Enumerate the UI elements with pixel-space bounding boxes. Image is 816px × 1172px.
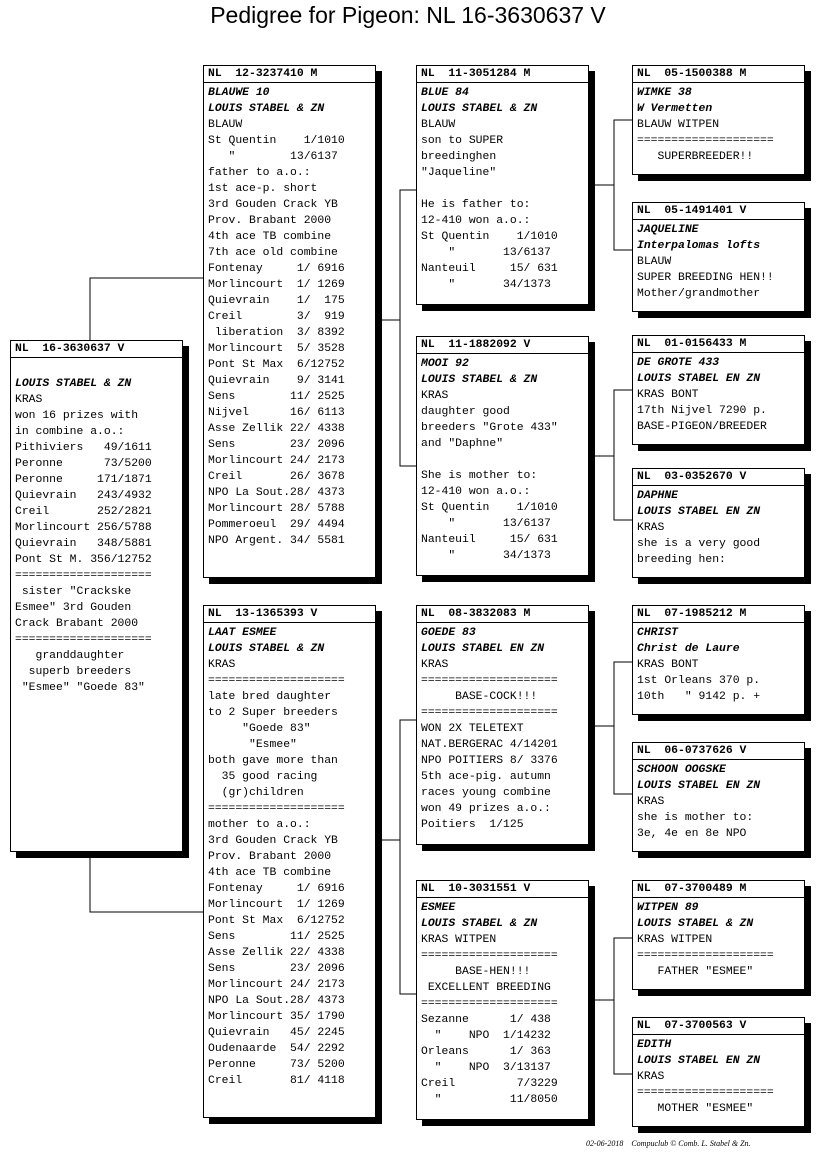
card-line: WIMKE 38	[637, 87, 692, 99]
card-line: 1st Orleans 370 p.	[637, 675, 761, 687]
card-line: Sens 11/ 2525	[208, 391, 345, 403]
ring-number: NL 07-3700489 M	[633, 881, 804, 898]
card-line: KRAS	[637, 1071, 665, 1083]
card-line: both gave more than	[208, 755, 338, 767]
card-line: Peronne 73/5200	[15, 458, 152, 470]
card-details	[637, 623, 800, 705]
card-line: KRAS	[637, 522, 665, 534]
card-line: Pont St M. 356/12752	[15, 554, 152, 566]
card-line: "Goede 83"	[208, 723, 311, 735]
card-line: Quievrain 243/4932	[15, 490, 152, 502]
card-line: 35 good racing	[208, 771, 318, 783]
card-line: 3rd Gouden Crack YB	[208, 835, 338, 847]
card-line: to 2 Super breeders	[208, 707, 338, 719]
card-line: KRAS BONT	[637, 389, 699, 401]
card-line	[421, 452, 584, 468]
card-line: ====================	[208, 803, 345, 815]
card-line: Poitiers 1/125	[421, 819, 524, 831]
card-line: Nijvel 16/ 6113	[208, 407, 345, 419]
card-line: "Esmee" "Goede 83"	[15, 682, 145, 694]
card-line: Nanteuil 15/ 631	[421, 534, 558, 546]
card-line: superb breeders	[15, 666, 132, 678]
pedigree-card-sd-sire	[632, 335, 805, 445]
card-line: races young combine	[421, 787, 551, 799]
card-line: MOOI 92	[421, 358, 469, 370]
card-line: CHRIST	[637, 627, 679, 639]
card-line: Morlincourt 28/ 5788	[208, 503, 345, 515]
pedigree-card-ds-sire	[632, 605, 805, 715]
card-line: KRAS WITPEN	[637, 934, 713, 946]
card-line: BASE-COCK!!!	[421, 691, 538, 703]
card-line: Prov. Brabant 2000	[208, 851, 332, 863]
card-line: " NPO 3/13137	[421, 1062, 551, 1074]
card-line: Fontenay 1/ 6916	[208, 263, 345, 275]
ring-number: NL 08-3832083 M	[417, 606, 588, 623]
card-line: Creil 7/3229	[421, 1078, 558, 1090]
card-line: BLAUWE 10	[208, 87, 270, 99]
card-line: Esmee" 3rd Gouden	[15, 602, 132, 614]
card-line: granddaughter	[15, 650, 125, 662]
pedigree-card-sire	[203, 65, 376, 578]
card-line: ====================	[637, 135, 774, 147]
card-line: KRAS	[421, 390, 449, 402]
card-line: Morlincourt 256/5788	[15, 522, 152, 534]
card-line: breeding hen:	[637, 554, 726, 566]
card-line: she is mother to:	[637, 812, 754, 824]
card-line: " 13/6137	[421, 518, 551, 530]
footer-credit: Compuclub © Comb. L. Stabel & Zn.	[631, 1139, 751, 1148]
card-line: Peronne 73/ 5200	[208, 1059, 345, 1071]
card-line: BLAUW WITPEN	[637, 119, 720, 131]
card-line: BLUE 84	[421, 87, 469, 99]
card-line: 1st ace-p. short	[208, 183, 318, 195]
page-title: Pedigree for Pigeon: NL 16-3630637 V	[210, 2, 606, 28]
card-line: LOUIS STABEL & ZN	[421, 918, 538, 930]
card-line: NPO La Sout.28/ 4373	[208, 995, 345, 1007]
card-line: Quievrain 1/ 175	[208, 295, 345, 307]
card-details	[637, 353, 800, 435]
pedigree-card-dd-dam	[632, 1017, 805, 1127]
card-line: Morlincourt 1/ 1269	[208, 899, 345, 911]
card-line: BLAUW	[421, 119, 456, 131]
card-line: Pont St Max 6/12752	[208, 915, 345, 927]
card-line: Interpalomas lofts	[637, 240, 761, 252]
card-line: He is father to:	[421, 199, 531, 211]
card-line: LOUIS STABEL & ZN	[208, 643, 325, 655]
card-line: KRAS	[421, 659, 449, 671]
pedigree-card-sire-dam	[416, 336, 589, 576]
card-details	[421, 898, 584, 1108]
card-line: she is a very good	[637, 538, 761, 550]
card-line: Morlincourt 24/ 2173	[208, 979, 345, 991]
card-line: 17th Nijvel 7290 p.	[637, 405, 767, 417]
card-line: LOUIS STABEL & ZN	[421, 374, 538, 386]
card-line: KRAS	[208, 659, 236, 671]
card-line: " 13/6137	[208, 151, 338, 163]
card-details	[15, 358, 178, 696]
card-line: WON 2X TELETEXT	[421, 723, 524, 735]
card-line: mother to a.o.:	[208, 819, 311, 831]
card-line: FATHER "ESMEE"	[637, 966, 754, 978]
ring-number: NL 16-3630637 V	[11, 341, 182, 358]
card-line: ====================	[15, 634, 152, 646]
card-line: Creil 252/2821	[15, 506, 152, 518]
card-line: Quievrain 9/ 3141	[208, 375, 345, 387]
ring-number: NL 07-1985212 M	[633, 606, 804, 623]
card-details	[421, 623, 584, 833]
ring-number: NL 03-0352670 V	[633, 469, 804, 486]
pedigree-card-dam	[203, 605, 376, 1118]
card-line: 4th ace TB combine	[208, 867, 332, 879]
card-line: LOUIS STABEL & ZN	[208, 103, 325, 115]
pedigree-card-dam-dam	[416, 880, 589, 1120]
card-line: NPO La Sout.28/ 4373	[208, 487, 345, 499]
card-line: ====================	[421, 998, 558, 1010]
card-line: liberation 3/ 8392	[208, 327, 345, 339]
card-line: Asse Zellik 22/ 4338	[208, 947, 345, 959]
card-line: " NPO 1/14232	[421, 1030, 551, 1042]
card-line: BASE-PIGEON/BREEDER	[637, 421, 767, 433]
card-line: ====================	[421, 707, 558, 719]
card-line: Sens 11/ 2525	[208, 931, 345, 943]
ring-number: NL 07-3700563 V	[633, 1018, 804, 1035]
card-line: 3rd Gouden Crack YB	[208, 199, 338, 211]
card-line: St Quentin 1/1010	[208, 135, 345, 147]
card-line: NAT.BERGERAC 4/14201	[421, 739, 558, 751]
card-details	[421, 354, 584, 564]
card-line: ====================	[637, 1087, 774, 1099]
card-line: 12-410 won a.o.:	[421, 215, 531, 227]
card-line: LOUIS STABEL EN ZN	[637, 506, 761, 518]
card-line: KRAS	[15, 394, 43, 406]
card-line: Pont St Max 6/12752	[208, 359, 345, 371]
card-line: LOUIS STABEL EN ZN	[421, 643, 545, 655]
pedigree-card-ss-sire	[632, 65, 805, 175]
card-line: SUPER BREEDING HEN!!	[637, 272, 774, 284]
card-line: BASE-HEN!!!	[421, 966, 531, 978]
card-line: won 49 prizes a.o.:	[421, 803, 551, 815]
card-line: 10th " 9142 p. +	[637, 691, 761, 703]
card-line: 12-410 won a.o.:	[421, 486, 531, 498]
card-line: EXCELLENT BREEDING	[421, 982, 551, 994]
card-line: GOEDE 83	[421, 627, 476, 639]
card-line: LOUIS STABEL EN ZN	[637, 1055, 761, 1067]
card-line: DE GROTE 433	[637, 357, 720, 369]
card-line	[421, 181, 584, 197]
card-details	[637, 1035, 800, 1117]
card-details	[421, 83, 584, 293]
card-line: Orleans 1/ 363	[421, 1046, 551, 1058]
pedigree-card-ss-dam	[632, 202, 805, 312]
card-line: Mother/grandmother	[637, 288, 761, 300]
card-line: DAPHNE	[637, 490, 679, 502]
card-line: sister "Crackske	[15, 586, 132, 598]
card-details	[208, 623, 371, 1089]
card-line: and "Daphne"	[421, 438, 504, 450]
card-line: " 11/8050	[421, 1094, 558, 1106]
ring-number: NL 12-3237410 M	[204, 66, 375, 83]
card-line: NPO POITIERS 8/ 3376	[421, 755, 558, 767]
card-line: Oudenaarde 54/ 2292	[208, 1043, 345, 1055]
card-line: BLAUW	[208, 119, 243, 131]
card-line: ====================	[421, 950, 558, 962]
ring-number: NL 05-1491401 V	[633, 203, 804, 220]
card-line: LOUIS STABEL & ZN	[421, 103, 538, 115]
card-line: JAQUELINE	[637, 224, 699, 236]
pedigree-card-subject	[10, 340, 183, 852]
card-line: NPO Argent. 34/ 5581	[208, 535, 345, 547]
card-line: 3e, 4e en 8e NPO	[637, 828, 747, 840]
card-line: St Quentin 1/1010	[421, 502, 558, 514]
card-line: Creil 81/ 4118	[208, 1075, 345, 1087]
card-line: breeders "Grote 433"	[421, 422, 558, 434]
pedigree-card-dam-sire	[416, 605, 589, 845]
card-line: daughter good	[421, 406, 510, 418]
card-line: St Quentin 1/1010	[421, 231, 558, 243]
card-line: 5th ace-pig. autumn	[421, 771, 551, 783]
card-line: BLAUW	[637, 256, 672, 268]
ring-number: NL 10-3031551 V	[417, 881, 588, 898]
footer	[586, 1139, 751, 1148]
card-line: Quievrain 45/ 2245	[208, 1027, 345, 1039]
card-line: Creil 3/ 919	[208, 311, 345, 323]
card-line: 4th ace TB combine	[208, 231, 332, 243]
card-line: Sens 23/ 2096	[208, 439, 345, 451]
ring-number: NL 06-0737626 V	[633, 743, 804, 760]
card-line: LAAT ESMEE	[208, 627, 277, 639]
card-line: "Jaqueline"	[421, 167, 497, 179]
card-line: " 34/1373	[421, 279, 551, 291]
pedigree-card-sd-dam	[632, 468, 805, 578]
footer-date: 02-06-2018	[586, 1139, 624, 1148]
card-line: Christ de Laure	[637, 643, 740, 655]
card-line: SUPERBREEDER!!	[637, 151, 754, 163]
card-details	[637, 83, 800, 165]
card-line: ====================	[637, 950, 774, 962]
card-line: LOUIS STABEL & ZN	[15, 378, 132, 390]
card-line: Morlincourt 24/ 2173	[208, 455, 345, 467]
card-line: ====================	[208, 675, 345, 687]
card-line: Quievrain 348/5881	[15, 538, 152, 550]
card-line: Pommeroeul 29/ 4494	[208, 519, 345, 531]
card-line: " 13/6137	[421, 247, 551, 259]
card-line: late bred daughter	[208, 691, 332, 703]
card-line: son to SUPER	[421, 135, 504, 147]
card-line: WITPEN 89	[637, 902, 699, 914]
card-line: SCHOON OOGSKE	[637, 764, 726, 776]
card-line: 7th ace old combine	[208, 247, 338, 259]
card-line: father to a.o.:	[208, 167, 311, 179]
ring-number: NL 05-1500388 M	[633, 66, 804, 83]
card-details	[637, 760, 800, 842]
card-line: breedinghen	[421, 151, 497, 163]
card-line: Sezanne 1/ 438	[421, 1014, 551, 1026]
ring-number: NL 13-1365393 V	[204, 606, 375, 623]
card-line: Asse Zellik 22/ 4338	[208, 423, 345, 435]
card-line: LOUIS STABEL EN ZN	[637, 373, 761, 385]
card-line: EDITH	[637, 1039, 672, 1051]
card-line: Morlincourt 1/ 1269	[208, 279, 345, 291]
card-details	[637, 220, 800, 302]
card-line: She is mother to:	[421, 470, 538, 482]
card-line: Nanteuil 15/ 631	[421, 263, 558, 275]
card-line: Prov. Brabant 2000	[208, 215, 332, 227]
card-details	[637, 898, 800, 980]
card-line: in combine a.o.:	[15, 426, 125, 438]
card-line: Sens 23/ 2096	[208, 963, 345, 975]
card-line: Morlincourt 5/ 3528	[208, 343, 345, 355]
ring-number: NL 11-1882092 V	[417, 337, 588, 354]
card-line: KRAS	[637, 796, 665, 808]
ring-number: NL 01-0156433 M	[633, 336, 804, 353]
card-line: KRAS BONT	[637, 659, 699, 671]
pedigree-card-dd-sire	[632, 880, 805, 990]
card-line: Peronne 171/1871	[15, 474, 152, 486]
card-line: LOUIS STABEL EN ZN	[637, 780, 761, 792]
pedigree-card-ds-dam	[632, 742, 805, 852]
card-line: ====================	[421, 675, 558, 687]
card-line: Creil 26/ 3678	[208, 471, 345, 483]
card-line: ESMEE	[421, 902, 456, 914]
card-line: KRAS WITPEN	[421, 934, 497, 946]
card-line: Morlincourt 35/ 1790	[208, 1011, 345, 1023]
card-line: MOTHER "ESMEE"	[637, 1103, 754, 1115]
card-line	[15, 360, 178, 376]
card-line: Pithiviers 49/1611	[15, 442, 152, 454]
card-line: ====================	[15, 570, 152, 582]
card-line: LOUIS STABEL & ZN	[637, 918, 754, 930]
ring-number: NL 11-3051284 M	[417, 66, 588, 83]
card-details	[637, 486, 800, 568]
card-line: Fontenay 1/ 6916	[208, 883, 345, 895]
pedigree-card-sire-sire	[416, 65, 589, 305]
card-line: W Vermetten	[637, 103, 713, 115]
card-line: won 16 prizes with	[15, 410, 139, 422]
card-line: (gr)children	[208, 787, 304, 799]
card-line: Crack Brabant 2000	[15, 618, 139, 630]
card-details	[208, 83, 371, 549]
card-line: "Esmee"	[208, 739, 297, 751]
card-line: " 34/1373	[421, 550, 551, 562]
